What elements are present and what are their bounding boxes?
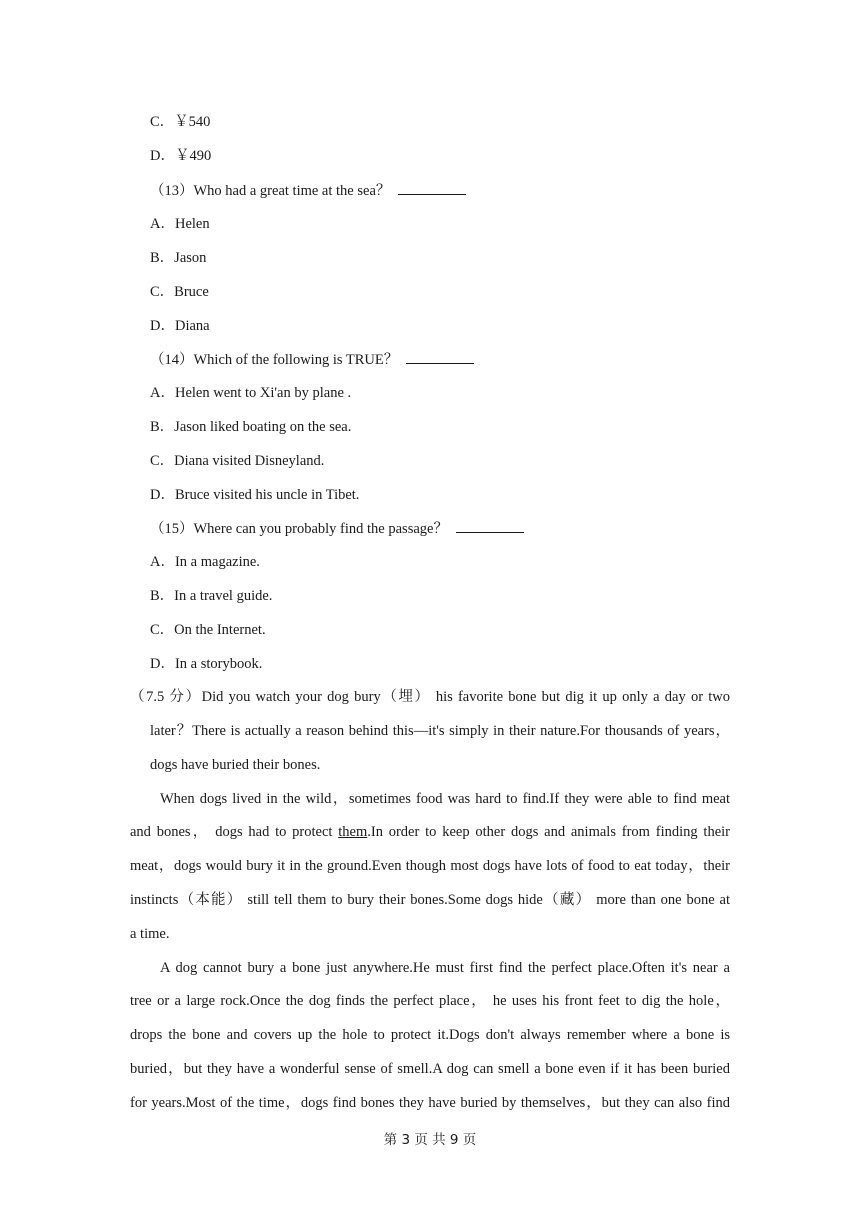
passage-line-1: （7.5 分）Did you watch your dog bury（埋） his favorite bone but dig it up only a day or two xyxy=(130,689,730,705)
passage-p3-line-4: buried，but they have a wonderful sense of smell.A dog can smell a bone even if it has been buried xyxy=(130,1061,730,1077)
question-14-text: （14）Which of the following is TRUE？ xyxy=(150,352,399,368)
q14-option-a: A．Helen went to Xi'an by plane . xyxy=(150,385,352,401)
passage-p2-line-3: meat，dogs would bury it in the ground.Even though most dogs have lots of food to eat today，their xyxy=(130,858,730,874)
q13-option-d: D．Diana xyxy=(150,318,210,334)
passage-p2-line-2 xyxy=(130,822,730,842)
q13-option-a: A．Helen xyxy=(150,216,210,232)
passage-p3-line-1: A dog cannot bury a bone just anywhere.He must first find the perfect place.Often it's near a xyxy=(160,960,730,976)
q14-option-d: D．Bruce visited his uncle in Tibet. xyxy=(150,487,360,503)
passage-p2-line-2a: and bones， dogs had to protect xyxy=(130,824,339,840)
q14-option-c: C．Diana visited Disneyland. xyxy=(150,453,325,469)
answer-blank-13[interactable] xyxy=(398,180,466,195)
passage-p3-line-2: tree or a large rock.Once the dog finds the perfect place， he uses his front feet to dig the hole， xyxy=(130,993,730,1009)
answer-blank-15[interactable] xyxy=(456,518,524,533)
passage-p3-line-3: drops the bone and covers up the hole to protect it.Dogs don't always remember where a bone is xyxy=(130,1027,730,1043)
question-15 xyxy=(150,518,524,539)
passage-p2-line-2b: .In order to keep other dogs and animals from finding their xyxy=(367,824,730,840)
q15-option-a: A．In a magazine. xyxy=(150,554,260,570)
passage-p2-line-5: a time. xyxy=(130,926,170,942)
underlined-word-them: them xyxy=(338,824,368,840)
question-15-text: （15）Where can you probably find the passage？ xyxy=(150,521,448,537)
question-13 xyxy=(150,180,466,201)
passage-p2-line-1: When dogs lived in the wild，sometimes food was hard to find.If they were able to find meat xyxy=(160,791,730,807)
question-13-text: （13）Who had a great time at the sea？ xyxy=(150,183,391,199)
option-d-price: D．￥490 xyxy=(150,148,212,164)
passage-p2-line-4: instincts（本能） still tell them to bury their bones.Some dogs hide（藏） more than one bone at xyxy=(130,892,730,908)
question-14 xyxy=(150,349,474,370)
answer-blank-14[interactable] xyxy=(406,349,474,364)
q13-option-b: B．Jason xyxy=(150,250,207,266)
q15-option-b: B．In a travel guide. xyxy=(150,588,273,604)
page-number-footer: 第 3 页 共 9 页 xyxy=(383,1132,477,1148)
q15-option-c: C．On the Internet. xyxy=(150,622,266,638)
q15-option-d: D．In a storybook. xyxy=(150,656,263,672)
passage-p3-line-5: for years.Most of the time，dogs find bones they have buried by themselves，but they can also find xyxy=(130,1095,730,1111)
passage-line-3: dogs have buried their bones. xyxy=(150,757,321,773)
passage-line-2: later？There is actually a reason behind this—it's simply in their nature.For thousands of years， xyxy=(150,723,730,739)
q14-option-b: B．Jason liked boating on the sea. xyxy=(150,419,352,435)
q13-option-c: C．Bruce xyxy=(150,284,209,300)
option-c-price: C．￥540 xyxy=(150,114,211,130)
